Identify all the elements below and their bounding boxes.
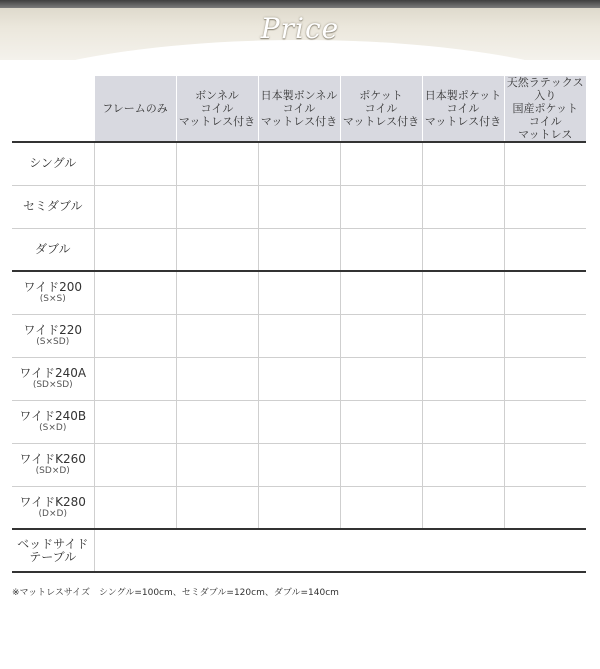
row-header-wide-240a: ワイド240A (SD×SD) xyxy=(12,357,94,400)
table-cell xyxy=(422,400,504,443)
table-cell xyxy=(176,443,258,486)
table-cell xyxy=(504,357,586,400)
table-cell xyxy=(422,443,504,486)
table-cell xyxy=(422,185,504,228)
row-header-wide-k280: ワイドK280 (D×D) xyxy=(12,486,94,529)
table-cell xyxy=(340,400,422,443)
table-cell xyxy=(340,142,422,185)
table-cell xyxy=(422,486,504,529)
column-header-bonnell-coil: ボンネル コイル マットレス付き xyxy=(176,76,258,143)
header-band xyxy=(0,0,600,60)
table-cell xyxy=(258,185,340,228)
table-cell xyxy=(94,142,176,185)
table-cell xyxy=(94,357,176,400)
column-header-pocket-coil: ポケット コイル マットレス付き xyxy=(340,76,422,143)
table-cell xyxy=(258,142,340,185)
table-cell xyxy=(422,271,504,314)
table-cell xyxy=(94,400,176,443)
table-cell xyxy=(504,400,586,443)
row-header-double: ダブル xyxy=(12,228,94,271)
table-cell-merged xyxy=(94,529,586,572)
table-cell xyxy=(176,357,258,400)
row-header-wide-220: ワイド220 (S×SD) xyxy=(12,314,94,357)
table-row xyxy=(12,529,586,572)
row-header-wide-200: ワイド200 (S×S) xyxy=(12,271,94,314)
table-cell xyxy=(176,486,258,529)
table-row xyxy=(12,486,586,529)
table-cell xyxy=(94,314,176,357)
table-row xyxy=(12,142,586,185)
row-header-wide-240b: ワイド240B (S×D) xyxy=(12,400,94,443)
table-cell xyxy=(258,314,340,357)
header-top-bar xyxy=(0,0,600,8)
row-header-bedside-table: ベッドサイド テーブル xyxy=(12,529,94,572)
table-header-row xyxy=(12,76,586,143)
mattress-size-note: ※マットレスサイズ シングル=100cm、セミダブル=120cm、ダブル=140cm xyxy=(12,588,339,598)
table-cell xyxy=(176,314,258,357)
table-cell xyxy=(340,314,422,357)
table-row xyxy=(12,400,586,443)
column-header-latex-pocket-coil: 天然ラテックス入り 国産ポケット コイル マットレス xyxy=(504,76,586,143)
table-cell xyxy=(340,486,422,529)
table-cell xyxy=(422,357,504,400)
table-cell xyxy=(176,142,258,185)
row-header-single: シングル xyxy=(12,142,94,185)
table-cell xyxy=(258,271,340,314)
table-cell xyxy=(176,271,258,314)
row-header-wide-k260: ワイドK260 (SD×D) xyxy=(12,443,94,486)
table-cell xyxy=(504,443,586,486)
table-cell xyxy=(504,271,586,314)
table-row xyxy=(12,271,586,314)
table-cell xyxy=(258,400,340,443)
table-corner-cell xyxy=(12,76,94,143)
table-cell xyxy=(340,443,422,486)
table-cell xyxy=(258,486,340,529)
table-cell xyxy=(176,228,258,271)
table-cell xyxy=(504,486,586,529)
table-cell xyxy=(94,486,176,529)
table-cell xyxy=(504,142,586,185)
table-cell xyxy=(340,271,422,314)
table-cell xyxy=(504,228,586,271)
table-cell xyxy=(94,271,176,314)
column-header-japan-bonnell-coil: 日本製ボンネル コイル マットレス付き xyxy=(258,76,340,143)
table-cell xyxy=(176,400,258,443)
table-cell xyxy=(340,185,422,228)
table-row xyxy=(12,357,586,400)
table-row xyxy=(12,443,586,486)
table-cell xyxy=(504,314,586,357)
row-header-semi-double: セミダブル xyxy=(12,185,94,228)
table-row xyxy=(12,314,586,357)
column-header-frame-only: フレームのみ xyxy=(94,76,176,143)
table-row xyxy=(12,185,586,228)
table-cell xyxy=(258,228,340,271)
table-row xyxy=(12,228,586,271)
price-table xyxy=(12,75,586,573)
table-cell xyxy=(258,357,340,400)
table-cell xyxy=(422,314,504,357)
table-cell xyxy=(94,185,176,228)
column-header-japan-pocket-coil: 日本製ポケット コイル マットレス付き xyxy=(422,76,504,143)
table-cell xyxy=(94,228,176,271)
table-cell xyxy=(340,357,422,400)
table-cell xyxy=(340,228,422,271)
table-cell xyxy=(94,443,176,486)
table-cell xyxy=(422,228,504,271)
table-cell xyxy=(258,443,340,486)
page-title: Price xyxy=(260,12,340,45)
table-cell xyxy=(422,142,504,185)
table-cell xyxy=(176,185,258,228)
table-cell xyxy=(504,185,586,228)
